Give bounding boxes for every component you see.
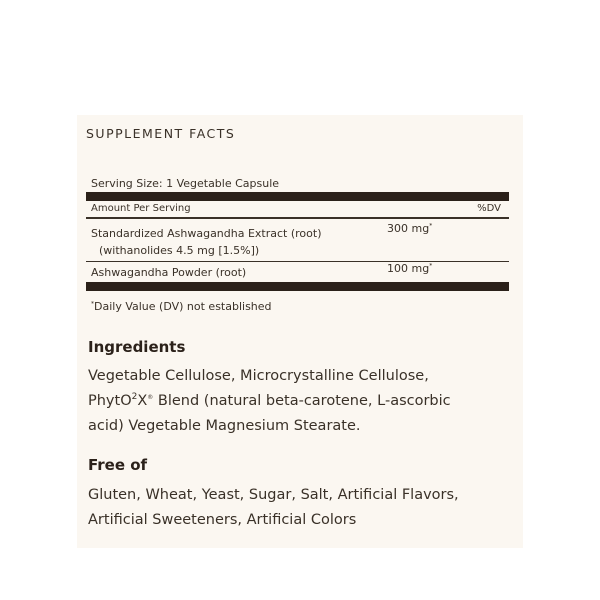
nutrient-amount: 100 mg* (387, 262, 433, 275)
panel-title: SUPPLEMENT FACTS (86, 126, 236, 141)
dv-header: %DV (477, 203, 501, 214)
nutrient-name: Ashwagandha Powder (root) (91, 266, 247, 279)
amount-header: Amount Per Serving (91, 203, 191, 214)
divider-thick (86, 282, 509, 291)
ingredients-heading: Ingredients (88, 338, 186, 356)
divider (86, 261, 509, 262)
footnote: *Daily Value (DV) not established (91, 300, 272, 313)
nutrient-name: Standardized Ashwagandha Extract (root) (91, 227, 322, 240)
nutrient-amount: 300 mg* (387, 222, 433, 235)
free-of-heading: Free of (88, 456, 148, 474)
supplement-facts-panel (77, 115, 523, 548)
ingredients-text: Vegetable Cellulose, Microcrystalline Cellulose, PhytO$^2$X® Blend (natural beta-carotene, L-ascorbic acid) Vegetable Magnesium Stearate. (88, 368, 451, 434)
divider-thick (86, 192, 509, 201)
serving-size: Serving Size: 1 Vegetable Capsule (91, 177, 280, 190)
free-of-text: Gluten, Wheat, Yeast, Sugar, Salt, Artificial Flavors, Artificial Sweeteners, Artificial Colors (88, 487, 459, 528)
divider (86, 217, 509, 219)
nutrient-subtext: (withanolides 4.5 mg [1.5%]) (99, 244, 260, 257)
